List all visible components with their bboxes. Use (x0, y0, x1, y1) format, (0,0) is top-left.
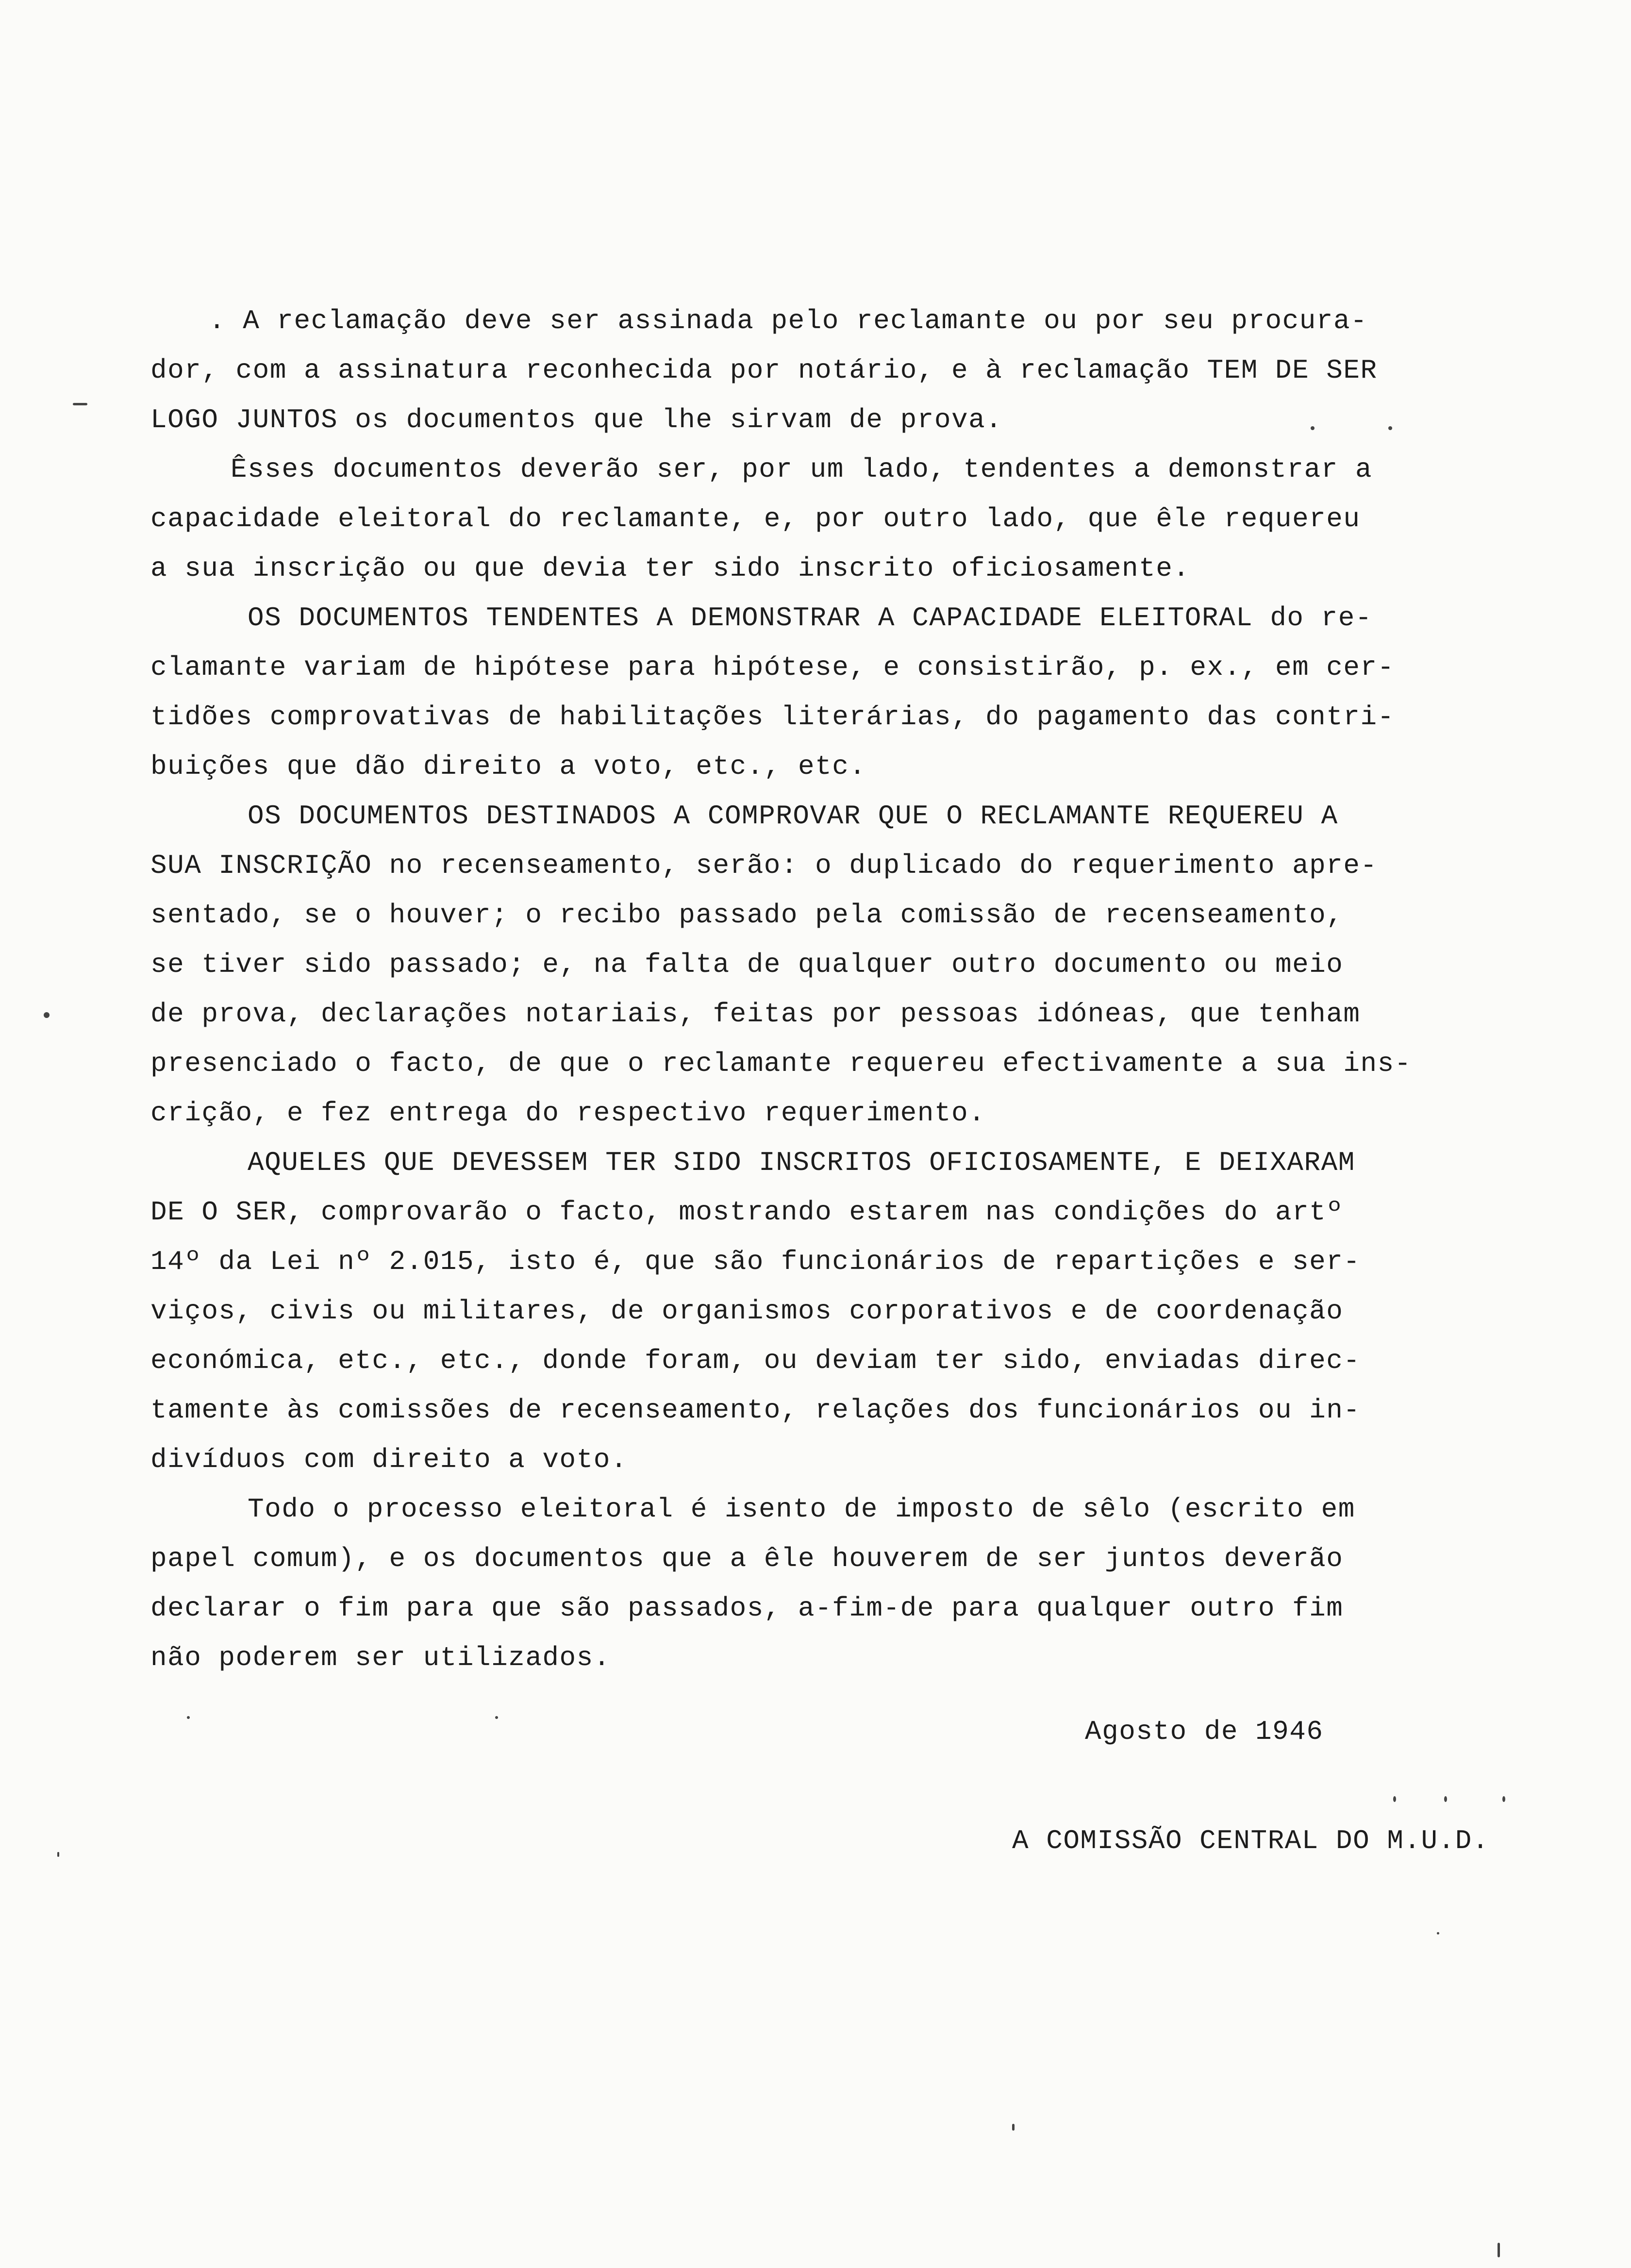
body-line: 14º da Lei nº 2.015, isto é, que são funcionários de repartições e ser- (150, 1246, 1361, 1277)
body-line: Êsses documentos deverão ser, por um lado, tendentes a demonstrar a (231, 454, 1373, 485)
document-body (150, 296, 1582, 1683)
body-line: tamente às comissões de recenseamento, relações dos funcionários ou in- (150, 1395, 1361, 1426)
document-date: Agosto de 1946 (1085, 1716, 1324, 1747)
scan-speck (1012, 2124, 1015, 2131)
body-line: SUA INSCRIÇÃO no recenseamento, serão: o duplicado do requerimento apre- (150, 850, 1378, 881)
body-line: económica, etc., etc., donde foram, ou deviam ter sido, enviadas direc- (150, 1345, 1361, 1376)
scan-speck (495, 1716, 498, 1719)
body-line: não poderem ser utilizados. (150, 1642, 611, 1673)
body-line: . A reclamação deve ser assinada pelo reclamante ou por seu procura- (209, 305, 1368, 336)
body-line: presenciado o facto, de que o reclamante requereu efectivamente a sua ins- (150, 1048, 1412, 1079)
scan-speck (1311, 426, 1315, 430)
body-line: capacidade eleitoral do reclamante, e, por outro lado, que êle requereu (150, 503, 1361, 534)
scan-speck (1437, 1932, 1439, 1934)
body-line: OS DOCUMENTOS TENDENTES A DEMONSTRAR A CAPACIDADE ELEITORAL do re- (248, 602, 1372, 634)
scan-speck (1444, 1796, 1447, 1802)
body-line: LOGO JUNTOS os documentos que lhe sirvam de prova. (150, 404, 1003, 435)
document-signature: A COMISSÃO CENTRAL DO M.U.D. (1012, 1825, 1489, 1856)
body-line: crição, e fez entrega do respectivo requerimento. (150, 1098, 986, 1129)
scan-speck (44, 1012, 50, 1018)
scan-speck (1498, 2243, 1500, 2257)
body-line: clamante variam de hipótese para hipótese, e consistirão, p. ex., em cer- (150, 652, 1395, 683)
body-line: AQUELES QUE DEVESSEM TER SIDO INSCRITOS OFICIOSAMENTE, E DEIXARAM (248, 1147, 1355, 1178)
body-line: de prova, declarações notariais, feitas por pessoas idóneas, que tenham (150, 999, 1361, 1030)
body-line: viços, civis ou militares, de organismos corporativos e de coordenação (150, 1296, 1344, 1327)
scan-speck (1388, 426, 1392, 430)
body-line: declarar o fim para que são passados, a-fim-de para qualquer outro fim (150, 1593, 1344, 1624)
body-line: papel comum), e os documentos que a êle houverem de ser juntos deverão (150, 1543, 1344, 1574)
body-line: se tiver sido passado; e, na falta de qualquer outro documento ou meio (150, 949, 1344, 980)
scan-speck (187, 1716, 190, 1719)
scan-speck (1502, 1796, 1505, 1802)
scan-speck (1393, 1796, 1396, 1802)
scan-speck (57, 1852, 59, 1857)
body-line: tidões comprovativas de habilitações literárias, do pagamento das contri- (150, 701, 1395, 733)
body-line: DE O SER, comprovarão o facto, mostrando estarem nas condições do artº (150, 1197, 1344, 1228)
body-line: OS DOCUMENTOS DESTINADOS A COMPROVAR QUE O RECLAMANTE REQUEREU A (248, 800, 1338, 832)
body-line: buições que dão direito a voto, etc., etc. (150, 751, 866, 782)
body-line: divíduos com direito a voto. (150, 1444, 628, 1475)
body-line: sentado, se o houver; o recibo passado pela comissão de recenseamento, (150, 900, 1344, 931)
body-line: dor, com a assinatura reconhecida por notário, e à reclamação TEM DE SER (150, 355, 1378, 386)
body-line: Todo o processo eleitoral é isento de imposto de sêlo (escrito em (248, 1494, 1355, 1525)
body-line: a sua inscrição ou que devia ter sido inscrito oficiosamente. (150, 553, 1190, 584)
scan-speck (73, 403, 87, 405)
